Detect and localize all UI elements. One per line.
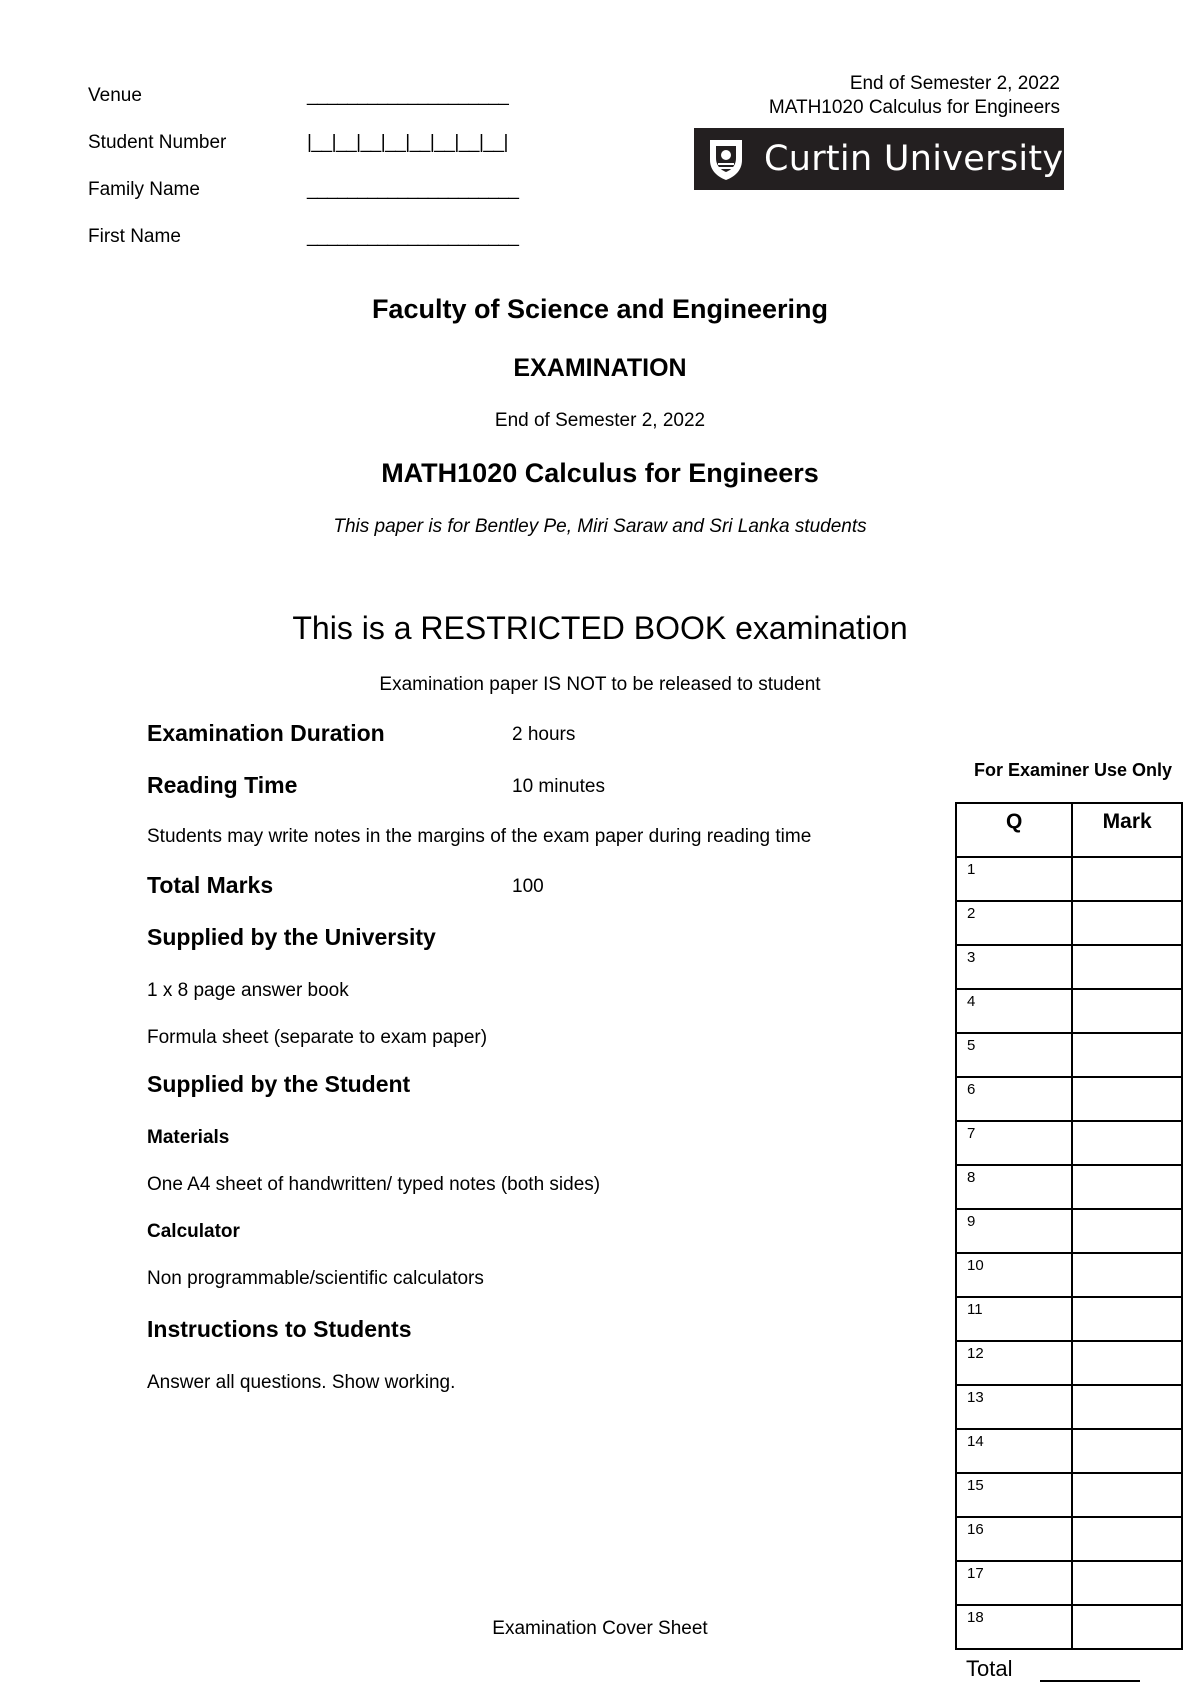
total-marks-value: 100 [512,876,544,897]
mark-cell[interactable] [1072,989,1182,1033]
campus-note: This paper is for Bentley Pe, Miri Saraw and Sri Lanka students [333,516,867,537]
table-row [956,1253,1182,1297]
question-number: 5 [956,1033,1072,1077]
instructions-value: Answer all questions. Show working. [147,1372,456,1393]
venue-field[interactable]: ____________________ [307,85,509,106]
venue-label: Venue [88,85,142,106]
question-number: 13 [956,1385,1072,1429]
question-number: 2 [956,901,1072,945]
student-number-field[interactable]: |__|__|__|__|__|__|__|__| [307,132,508,153]
mark-cell[interactable] [1072,1209,1182,1253]
column-header-mark: Mark [1072,803,1182,857]
mark-cell[interactable] [1072,1385,1182,1429]
mark-cell[interactable] [1072,1429,1182,1473]
materials-value: One A4 sheet of handwritten/ typed notes (both sides) [147,1174,601,1195]
table-row [956,901,1182,945]
mark-cell[interactable] [1072,1121,1182,1165]
table-row [956,857,1182,901]
calculator-heading: Calculator [147,1221,240,1242]
header-info [769,72,1060,120]
mark-cell[interactable] [1072,857,1182,901]
mark-cell[interactable] [1072,1297,1182,1341]
table-row [956,1209,1182,1253]
question-number: 17 [956,1561,1072,1605]
reading-time-note: Students may write notes in the margins of the exam paper during reading time [147,826,812,847]
column-header-q: Q [956,803,1072,857]
mark-cell[interactable] [1072,1077,1182,1121]
unit-title: MATH1020 Calculus for Engineers [381,458,819,488]
marks-header-row [956,803,1182,857]
calculator-value: Non programmable/scientific calculators [147,1268,484,1289]
table-row [956,989,1182,1033]
table-row [956,945,1182,989]
shield-icon [706,136,746,182]
supplied-university-heading: Supplied by the University [147,924,436,950]
first-name-field[interactable]: _____________________ [307,226,519,247]
footer-label: Examination Cover Sheet [492,1618,708,1639]
table-row [956,1121,1182,1165]
mark-cell[interactable] [1072,901,1182,945]
question-number: 10 [956,1253,1072,1297]
total-marks-label: Total Marks [147,872,274,898]
question-number: 8 [956,1165,1072,1209]
mark-cell[interactable] [1072,1253,1182,1297]
question-number: 16 [956,1517,1072,1561]
table-row [956,1341,1182,1385]
question-number: 6 [956,1077,1072,1121]
table-row [956,1561,1182,1605]
table-row [956,1517,1182,1561]
reading-time-value: 10 minutes [512,776,605,797]
release-notice: Examination paper IS NOT to be released to student [379,674,821,695]
supplied-student-heading: Supplied by the Student [147,1071,411,1097]
mark-cell[interactable] [1072,1341,1182,1385]
question-number: 7 [956,1121,1072,1165]
header-unit: MATH1020 Calculus for Engineers [768,97,1060,118]
table-row [956,1165,1182,1209]
exam-title: EXAMINATION [513,354,687,382]
mark-cell[interactable] [1072,1165,1182,1209]
table-row [956,1473,1182,1517]
duration-label: Examination Duration [147,720,385,746]
mark-cell[interactable] [1072,1561,1182,1605]
question-number: 15 [956,1473,1072,1517]
table-row [956,1033,1182,1077]
reading-time-label: Reading Time [147,772,298,798]
question-number: 3 [956,945,1072,989]
family-name-field[interactable]: _____________________ [307,179,519,200]
examiner-heading: For Examiner Use Only [973,760,1173,780]
header-semester: End of Semester 2, 2022 [849,73,1060,94]
family-name-label: Family Name [88,179,200,200]
mark-cell[interactable] [1072,1473,1182,1517]
logo-text: Curtin University [764,139,1064,179]
question-number: 12 [956,1341,1072,1385]
marks-table [955,802,1183,1650]
total-label: Total [966,1656,1013,1681]
question-number: 9 [956,1209,1072,1253]
total-field[interactable] [1040,1680,1140,1682]
mark-cell[interactable] [1072,945,1182,989]
mark-cell[interactable] [1072,1517,1182,1561]
table-row [956,1429,1182,1473]
semester-subtitle: End of Semester 2, 2022 [494,410,706,431]
question-number: 11 [956,1297,1072,1341]
university-item: Formula sheet (separate to exam paper) [147,1027,488,1048]
first-name-label: First Name [88,226,181,247]
instructions-heading: Instructions to Students [147,1316,412,1342]
student-number-label: Student Number [88,132,227,153]
question-number: 1 [956,857,1072,901]
restricted-notice: This is a RESTRICTED BOOK examination [292,610,908,646]
university-item: 1 x 8 page answer book [147,980,349,1001]
duration-value: 2 hours [512,724,576,745]
table-row [956,1385,1182,1429]
materials-heading: Materials [147,1127,230,1148]
question-number: 14 [956,1429,1072,1473]
mark-cell[interactable] [1072,1033,1182,1077]
table-row [956,1297,1182,1341]
question-number: 4 [956,989,1072,1033]
faculty-title: Faculty of Science and Engineering [371,294,829,324]
curtin-logo [694,128,1064,190]
table-row [956,1077,1182,1121]
question-number: 18 [956,1605,1072,1649]
